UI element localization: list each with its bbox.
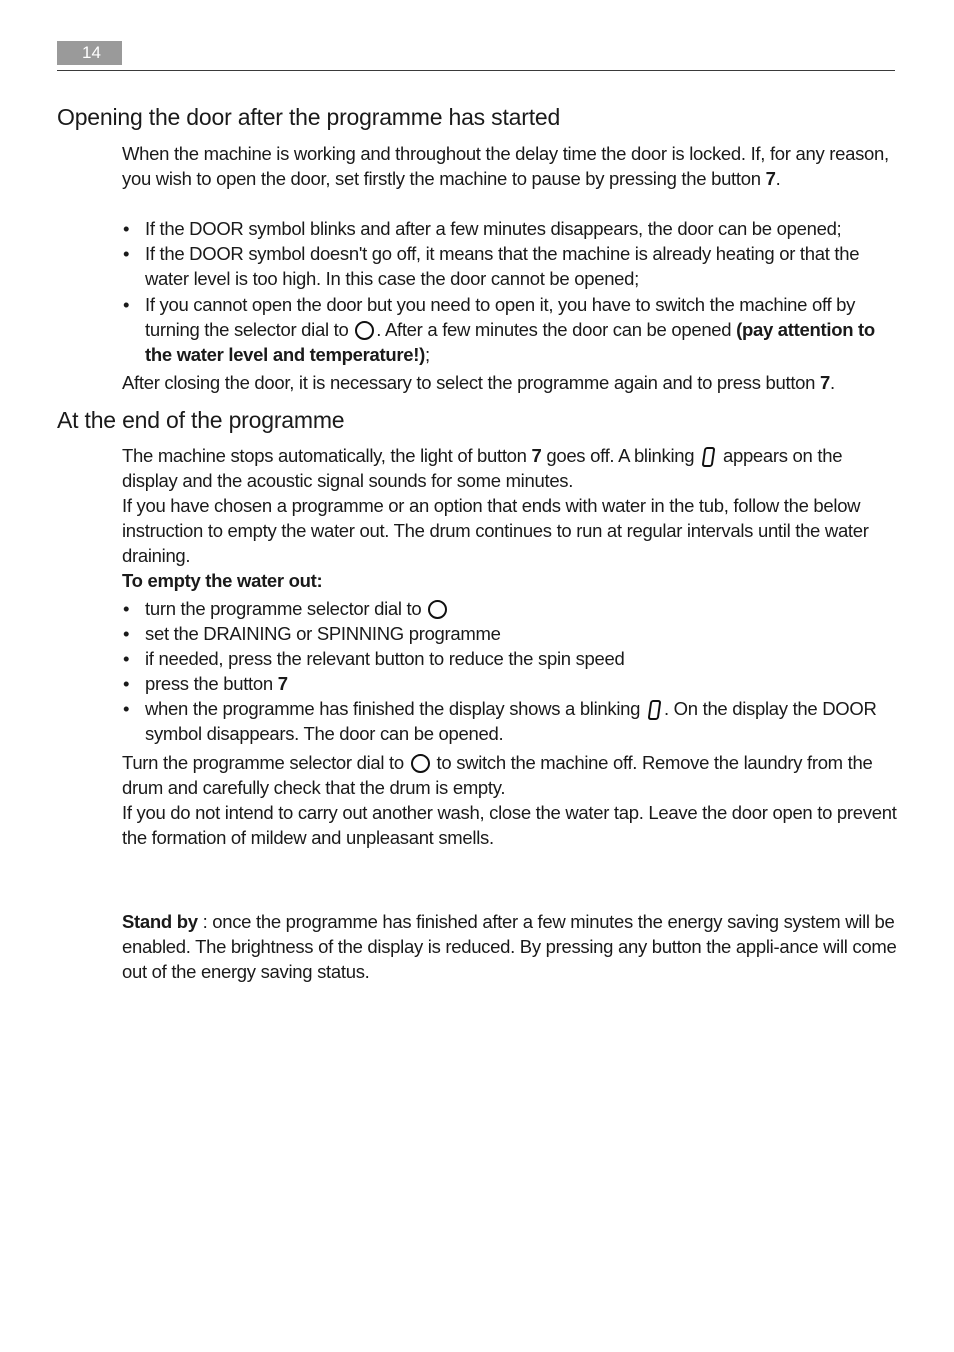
header-rule bbox=[57, 70, 895, 71]
button-ref: 7 bbox=[277, 673, 288, 694]
display-zero-icon bbox=[702, 447, 716, 467]
p1-text: The machine stops automatically, the light of button bbox=[122, 445, 532, 466]
bullet-door-stays: • If the DOOR symbol doesn't go off, it means that the machine is already heating or that the water level is too high. In this case the door cannot be opened; bbox=[122, 241, 897, 291]
standby-label: Stand by bbox=[122, 911, 198, 932]
step-reduce-spin: • if needed, press the relevant button to reduce the spin speed bbox=[122, 646, 897, 671]
end-programme-p1 bbox=[122, 443, 897, 493]
warning-text: (pay attention to the water level and temperature!) bbox=[145, 319, 875, 365]
step-text: when the programme has finished the display shows a blinking bbox=[145, 698, 645, 719]
p3-text: to switch the machine off. Remove the laundry from the drum and carefully check that the drum is empty. bbox=[122, 752, 873, 798]
button-ref: 7 bbox=[765, 168, 776, 189]
bullet-text: If you cannot open the door but you need to open it, you have to switch the machine off by turning the selector dial to bbox=[145, 294, 856, 340]
standby-text: : once the programme has finished after a few minutes the energy saving system will be enabled. The brightness of the display is reduced. By pressing any button the appli-ance will come out of the energy saving status. bbox=[122, 911, 897, 982]
page-number: 14 bbox=[57, 41, 122, 65]
end-programme-p3 bbox=[122, 750, 897, 800]
subheading-text: To empty the water out: bbox=[122, 570, 323, 591]
empty-water-subheading bbox=[122, 568, 897, 593]
section-title-opening-door: Opening the door after the programme has started bbox=[57, 104, 561, 130]
opening-door-closing bbox=[122, 370, 897, 395]
step-text: . On the display the DOOR symbol disappears. The door can be opened. bbox=[145, 698, 877, 744]
standby-paragraph bbox=[122, 909, 897, 984]
step-finished bbox=[122, 696, 897, 746]
end-programme-p2: If you have chosen a programme or an option that ends with water in the tub, follow the below instruction to empty the water out. The drum continues to run at regular intervals until the water draining. bbox=[122, 495, 869, 566]
empty-water-steps bbox=[122, 596, 897, 746]
selector-dial-off-icon bbox=[428, 600, 447, 619]
closing-end: . bbox=[829, 372, 835, 393]
button-ref: 7 bbox=[531, 445, 542, 466]
step-set-programme: • set the DRAINING or SPINNING programme bbox=[122, 621, 897, 646]
bullet-emergency-open bbox=[122, 292, 897, 367]
p1-text: appears on the display and the acoustic signal sounds for some minutes. bbox=[122, 445, 843, 491]
opening-door-bullets bbox=[122, 216, 897, 367]
selector-dial-off-icon bbox=[411, 754, 430, 773]
step-press-button bbox=[122, 671, 897, 696]
step-text: press the button bbox=[145, 673, 278, 694]
button-ref: 7 bbox=[819, 372, 830, 393]
p3-text: Turn the programme selector dial to bbox=[122, 752, 409, 773]
bullet-door-blinks: • If the DOOR symbol blinks and after a few minutes disappears, the door can be opened; bbox=[122, 216, 897, 241]
intro-text: When the machine is working and throughout the delay time the door is locked. If, for any reason, you wish to open the door, set firstly the machine to pause by pressing the button bbox=[122, 143, 889, 189]
p1-text: goes off. A blinking bbox=[541, 445, 700, 466]
bullet-text: . After a few minutes the door can be opened bbox=[376, 319, 737, 340]
end-programme-p4: If you do not intend to carry out another wash, close the water tap. Leave the door open to prevent the formation of mildew and unpleasant smells. bbox=[122, 802, 897, 848]
bullet-end: ; bbox=[425, 344, 430, 365]
step-text: turn the programme selector dial to bbox=[145, 598, 427, 619]
step-turn-dial bbox=[122, 596, 897, 621]
display-zero-icon bbox=[648, 700, 662, 720]
closing-text: After closing the door, it is necessary to select the programme again and to press button bbox=[122, 372, 820, 393]
section-title-end-of-programme: At the end of the programme bbox=[57, 407, 345, 433]
selector-dial-off-icon bbox=[355, 321, 374, 340]
intro-end: . bbox=[775, 168, 781, 189]
opening-door-intro bbox=[122, 141, 897, 191]
